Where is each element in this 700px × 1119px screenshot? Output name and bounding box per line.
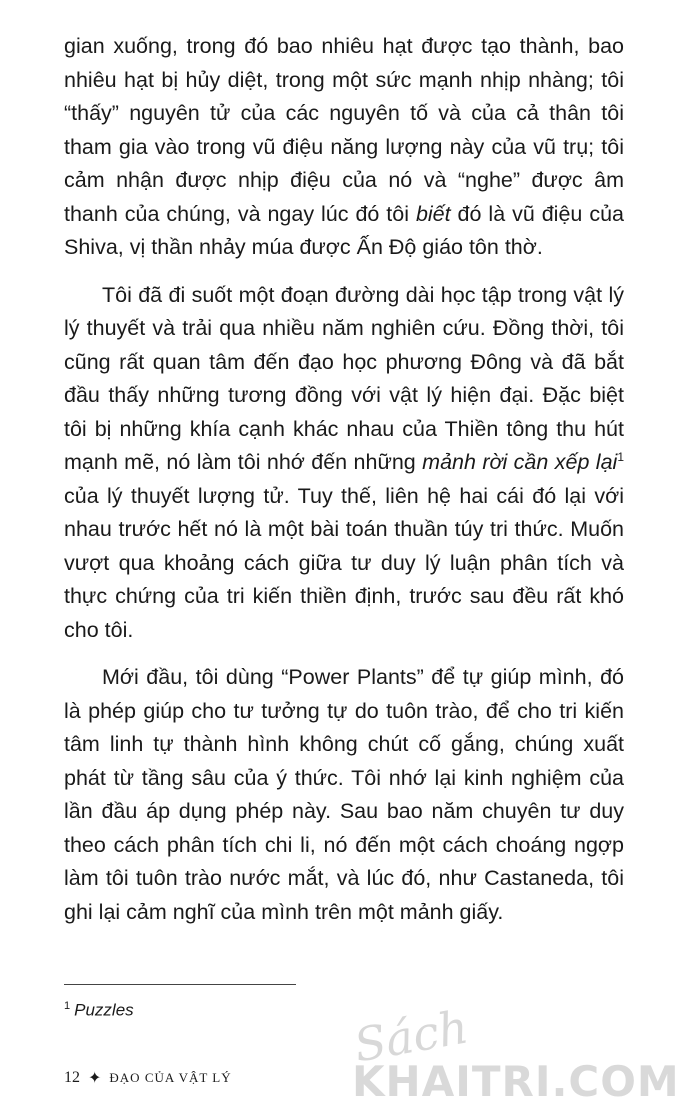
footnote-number: 1 <box>64 1000 71 1012</box>
body-text <box>64 30 624 929</box>
italic-text: mảnh rời cần xếp lại <box>422 450 618 474</box>
italic-text: biết <box>415 201 451 226</box>
text-run: đó là vũ điệu của Shiva, vị thần nhảy múa được Ấn Độ giáo tôn thờ. <box>64 201 624 259</box>
watermark-brand: KHAITRI.COM <box>352 1057 680 1106</box>
text-run: gian xuống, trong đó bao nhiêu hạt được tạo thành, bao nhiêu hạt bị hủy diệt, trong một sức mạnh nhịp nhàng; tôi “thấy” nguyên tử của các nguyên tố và của cả thân tôi tham gia vào trong vũ điệu năng lượng này của vũ trụ; tôi cảm nhận được nhịp điệu của nó và “nghe” được âm thanh của chúng, và ngay lúc đó tôi <box>64 34 624 226</box>
text-run: Tôi đã đi suốt một đoạn đường dài học tập trong vật lý lý thuyết và trải qua nhiều năm nghiên cứu. Đồng thời, tôi cũng rất quan tâm đến đạo học phương Đông và đã bắt đầu thấy những tương đồng với vật lý hiện đại. Đặc biệt tôi bị những khía cạnh khác nhau của Thiền tông thu hút mạnh mẽ, nó làm tôi nhớ đến những <box>64 282 624 474</box>
watermark-script: Sách <box>350 999 473 1073</box>
page-number: 12 <box>64 1069 80 1086</box>
footnote <box>64 1000 134 1021</box>
footnote-text: Puzzles <box>74 1000 134 1020</box>
watermark-logo <box>350 999 692 1110</box>
footnote-ref: 1 <box>617 449 624 464</box>
running-title: ĐẠO CỦA VẬT LÝ <box>109 1070 232 1085</box>
paragraph-3 <box>64 661 624 929</box>
paragraph-1 <box>64 30 624 265</box>
paragraph-2 <box>64 279 624 648</box>
footnote-divider <box>64 984 296 985</box>
page-footer <box>64 1068 232 1088</box>
text-run: của lý thuyết lượng tử. Tuy thế, liên hệ hai cái đó lại với nhau trước hết nó là một bài toán thuần túy tri thức. Muốn vượt qua khoảng cách giữa tư duy lý luận phân tích và thực chứng của tri kiến thiền định, trước sau đều rất khó cho tôi. <box>64 483 624 642</box>
folio-separator-icon: ✦ <box>88 1070 102 1087</box>
text-run: Mới đầu, tôi dùng “Power Plants” để tự giúp mình, đó là phép giúp cho tư tưởng tự do tuôn trào, để cho tri kiến tâm linh tự thành hình không chút cố gắng, chúng xuất phát từ tầng sâu của ý thức. Tôi nhớ lại kinh nghiệm của lần đầu áp dụng phép này. Sau bao năm chuyên tư duy theo cách phân tích chi li, nó đến một cách choáng ngợp làm tôi tuôn trào nước mắt, và lúc đó, như Castaneda, tôi ghi lại cảm nghĩ của mình trên một mảnh giấy. <box>64 665 624 924</box>
